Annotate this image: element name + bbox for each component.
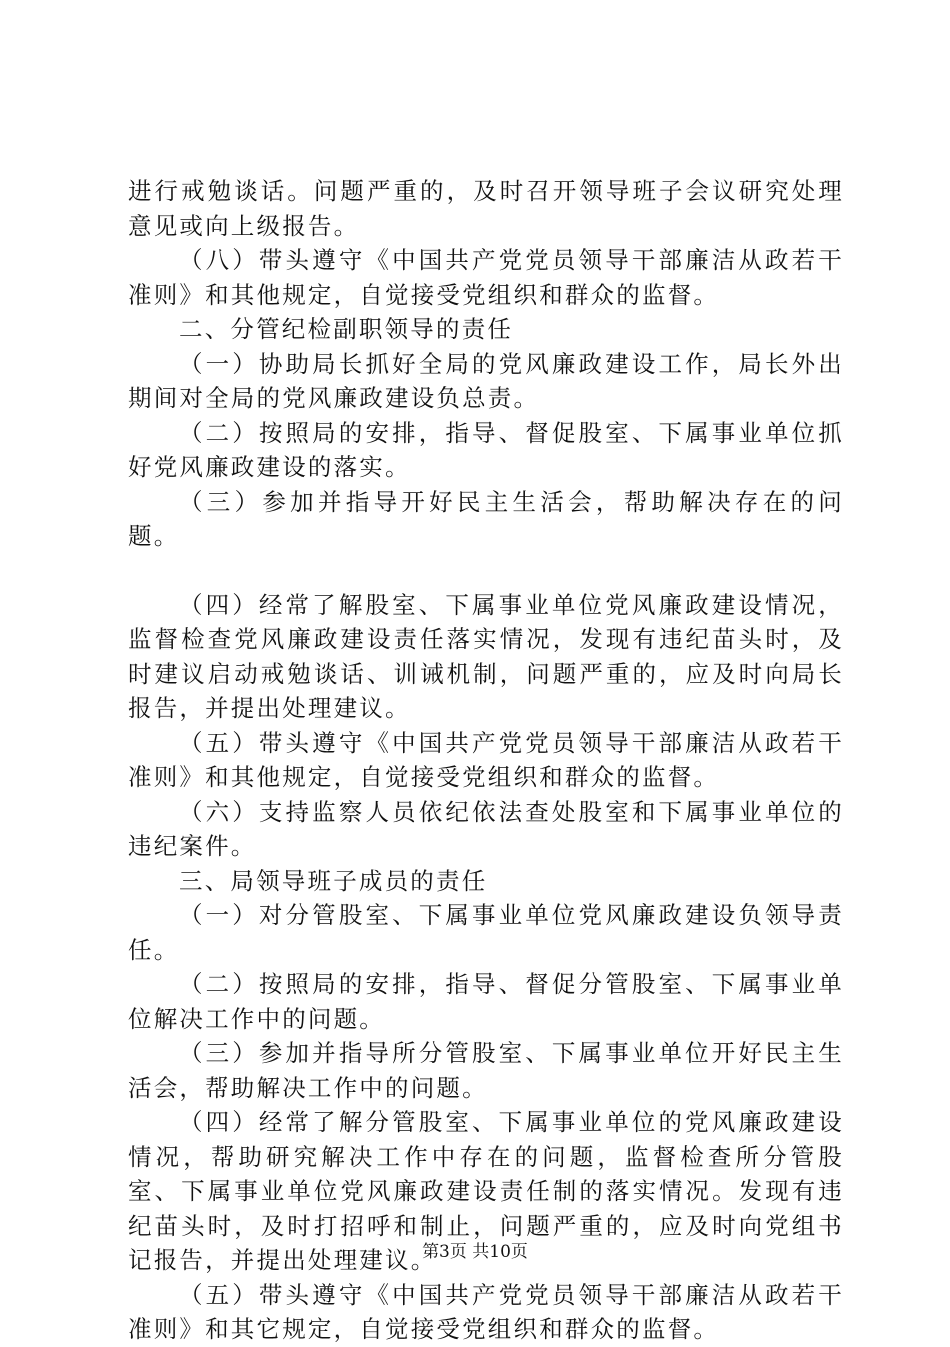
paragraph-s2-item-2: （二）按照局的安排，指导、督促股室、下属事业单位抓好党风廉政建设的落实。 [128, 418, 844, 481]
paragraph-s3-item-1: （一）对分管股室、下属事业单位党风廉政建设负领导责任。 [128, 901, 844, 964]
paragraph-s3-item-2: （二）按照局的安排，指导、督促分管股室、下属事业单位解决工作中的问题。 [128, 970, 844, 1033]
paragraph-s2-item-3: （三）参加并指导开好民主生活会，帮助解决存在的问题。 [128, 487, 844, 550]
paragraph-s2-item-5: （五）带头遵守《中国共产党党员领导干部廉洁从政若干准则》和其他规定，自觉接受党组织和群众的监督。 [128, 728, 844, 791]
paragraph-s2-item-6: （六）支持监察人员依纪依法查处股室和下属事业单位的违纪案件。 [128, 797, 844, 860]
section-heading-3: 三、局领导班子成员的责任 [179, 866, 488, 895]
paragraph-continuation: 进行戒勉谈话。问题严重的，及时召开领导班子会议研究处理意见或向上级报告。 [128, 177, 844, 240]
section-heading-2: 二、分管纪检副职领导的责任 [179, 315, 514, 343]
paragraph-s3-item-3: （三）参加并指导所分管股室、下属事业单位开好民主生活会，帮助解决工作中的问题。 [128, 1039, 844, 1102]
page-number-footer: 第3页 共10页 [422, 1242, 528, 1262]
paragraph-s3-item-4: （四）经常了解分管股室、下属事业单位的党风廉政建设情况，帮助研究解决工作中存在的问题，监督检查所分管股室、下属事业单位党风廉政建设责任制的落实情况。发现有违纪苗头时，及时打招呼和制止，问题严重的，应及时向党组书记报告，并提出处理建议。 [128, 1108, 844, 1274]
document-body [128, 174, 844, 1347]
paragraph-s3-item-5: （五）带头遵守《中国共产党党员领导干部廉洁从政若干准则》和其它规定，自觉接受党组织和群众的监督。 [128, 1280, 844, 1343]
paragraph-gap [128, 554, 844, 588]
paragraph-s2-item-4: （四）经常了解股室、下属事业单位党风廉政建设情况，监督检查党风廉政建设责任落实情况，发现有违纪苗头时，及时建议启动戒勉谈话、训诫机制，问题严重的，应及时向局长报告，并提出处理建议。 [128, 590, 844, 722]
paragraph-s2-item-1: （一）协助局长抓好全局的党风廉政建设工作，局长外出期间对全局的党风廉政建设负总责。 [128, 349, 844, 412]
paragraph-item-8: （八）带头遵守《中国共产党党员领导干部廉洁从政若干准则》和其他规定，自觉接受党组织和群众的监督。 [128, 246, 844, 309]
